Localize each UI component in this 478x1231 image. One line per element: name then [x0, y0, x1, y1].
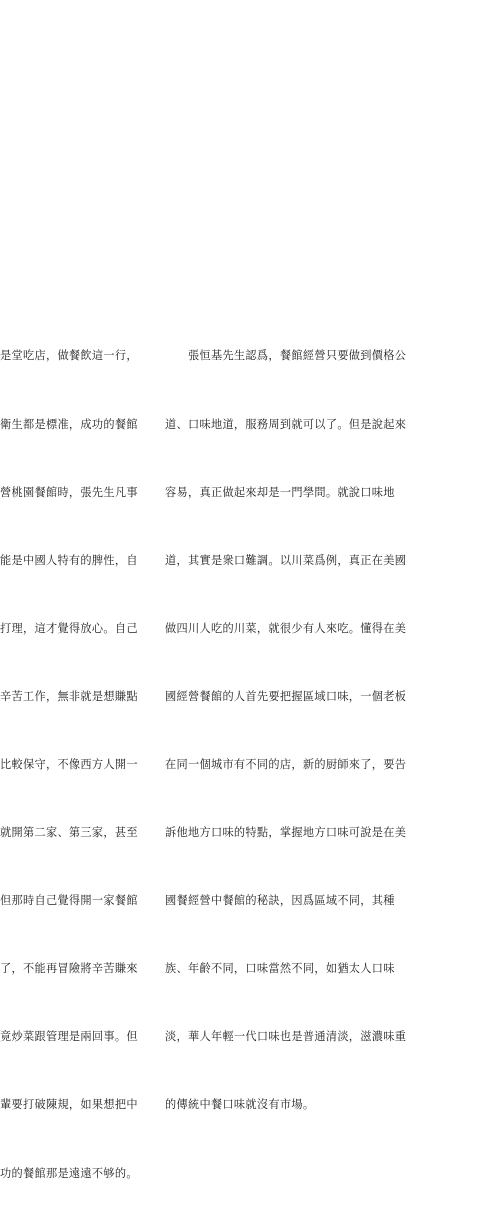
text-line: 輩要打破陳規，如果想把中 — [0, 1098, 138, 1112]
text-line: 衛生都是標准，成功的餐館 — [0, 417, 138, 431]
text-line: 容易，真正做起來却是一門學問。就說口味地 — [165, 485, 395, 499]
text-line: 竟炒菜跟管理是兩回事。但 — [0, 1030, 138, 1044]
text-line: 淡，華人年輕一代口味也是普通清淡，滋濃味重 — [165, 1030, 407, 1044]
text-line: 國經營餐館的人首先要把握區域口味，一個老板 — [165, 689, 407, 703]
text-line: 打理，這才覺得放心。自己 — [0, 621, 138, 635]
text-line: 營桃園餐館時，張先生凡事 — [0, 485, 138, 499]
text-line: 張恒基先生認爲，餐館經營只要做到價格公 — [165, 349, 407, 363]
text-line: 的傳統中餐口味就沒有市場。 — [165, 1098, 315, 1112]
text-line: 就開第二家、第三家，甚至 — [0, 826, 138, 840]
text-line: 國餐經營中餐館的秘訣，因爲區域不同，其種 — [165, 894, 395, 908]
text-line: 了，不能再冒險將辛苦賺來 — [0, 962, 138, 976]
text-line: 道、口味地道，服務周到就可以了。但是說起來 — [165, 417, 407, 431]
text-line: 比較保守，不像西方人開一 — [0, 757, 138, 771]
text-line: 道，其實是衆口難調。以川菜爲例，真正在美國 — [165, 553, 407, 567]
text-line: 但那時自己覺得開一家餐館 — [0, 894, 138, 908]
text-line: 功的餐館那是遠遠不够的。 — [0, 1166, 138, 1180]
text-line: 能是中國人特有的脾性，自 — [0, 553, 138, 567]
text-line: 是堂吃店，做餐飲這一行， — [0, 349, 138, 363]
text-line: 族、年齡不同，口味當然不同，如猶太人口味 — [165, 962, 395, 976]
text-line: 在同一個城市有不同的店，新的厨師來了，要告 — [165, 757, 407, 771]
left-text-column — [0, 300, 150, 1231]
text-line: 做四川人吃的川菜，就很少有人來吃。懂得在美 — [165, 621, 407, 635]
text-line: 訴他地方口味的特點，掌握地方口味可說是在美 — [165, 826, 407, 840]
right-text-column — [165, 300, 428, 1163]
text-line: 辛苦工作，無非就是想賺點 — [0, 689, 138, 703]
